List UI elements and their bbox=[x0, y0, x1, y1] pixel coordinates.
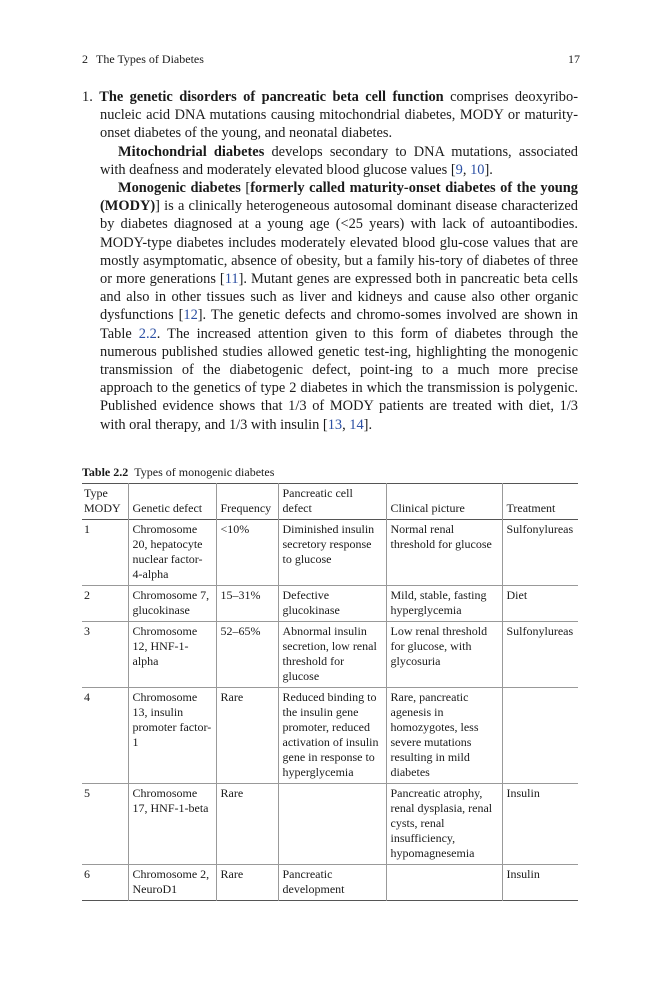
table-cell: Chromosome 20, hepatocyte nuclear factor-4-alpha bbox=[128, 520, 216, 586]
table-cell: Chromosome 17, HNF-1-beta bbox=[128, 784, 216, 865]
list-item-1 bbox=[82, 88, 578, 143]
table-cell: Defective glucokinase bbox=[278, 586, 386, 622]
body-text bbox=[82, 88, 578, 434]
table-row bbox=[82, 688, 578, 784]
table-reference-link[interactable]: 2.2 bbox=[138, 325, 157, 342]
bold-former-name: formerly called maturity-onset diabetes of the young (MODY) bbox=[100, 180, 579, 215]
table-caption bbox=[82, 465, 274, 480]
bold-lead: Monogenic diabetes bbox=[118, 180, 241, 197]
column-header: Treatment bbox=[502, 484, 578, 520]
table-cell bbox=[502, 688, 578, 784]
citation-link[interactable]: 10 bbox=[470, 161, 485, 178]
column-header: Frequency bbox=[216, 484, 278, 520]
paragraph-mitochondrial: Mitochondrial diabetes develops secondary to DNA mutations, associated with deafness and moderately elevated blood glucose values [9, 10]. bbox=[100, 143, 578, 178]
table-cell: 4 bbox=[84, 690, 90, 704]
table-header-row bbox=[82, 484, 578, 520]
table-cell: 6 bbox=[84, 867, 90, 881]
column-header: Type MODY bbox=[84, 486, 121, 515]
column-header: Clinical picture bbox=[386, 484, 502, 520]
table-cell: <10% bbox=[216, 520, 278, 586]
citation-link[interactable]: 12 bbox=[183, 307, 198, 324]
table-cell: 3 bbox=[84, 624, 90, 638]
table-cell: Rare, pancreatic agenesis in homozygotes, less severe mutations resulting in mild diabetes bbox=[386, 688, 502, 784]
table-row bbox=[82, 622, 578, 688]
paragraph-monogenic: Monogenic diabetes [formerly called maturity-onset diabetes of the young (MODY)] is a clinically heterogeneous autosomal dominant disease characterized by diabetes diagnosed at a young age (<25 years) with lack of autoantibodies. MODY-type diabetes includes moderately elevated blood glu-cose values that are mostly asymptomatic, absence of obesity, but a family his-tory of diabetes of three or more generations [11]. Mutant genes are expressed both in pancreatic beta cells and also in other tissues such as liver and kidneys and cause also other organic dysfunctions [12]. The genetic defects and chromo-somes involved are shown in Table 2.2. The increased attention given to this form of diabetes through the numerous published studies allowed genetic test-ing, highlighting the monogenic transmission of the diabetogenic defect, point-ing to a much more precise approach to the genetics of type 2 diabetes in which the transmission is polygenic. Published evidence shows that 1/3 of MODY patients are treated with diet, 1/3 with oral therapy, and 1/3 with insulin [13, 14]. bbox=[100, 180, 579, 433]
table-cell: Chromosome 2, NeuroD1 bbox=[128, 865, 216, 901]
table-cell: Insulin bbox=[502, 784, 578, 865]
table-cell: Rare bbox=[216, 865, 278, 901]
table-row bbox=[82, 520, 578, 586]
bold-lead: Mitochondrial diabetes bbox=[118, 143, 265, 160]
table-cell: 15–31% bbox=[216, 586, 278, 622]
table-cell: Diminished insulin secretory response to glucose bbox=[278, 520, 386, 586]
list-number: 1. bbox=[82, 89, 93, 105]
table-cell: Pancreatic atrophy, renal dysplasia, renal cysts, renal insufficiency, hypomagnesemia bbox=[386, 784, 502, 865]
table-cell: Rare bbox=[216, 688, 278, 784]
table-cell: Diet bbox=[502, 586, 578, 622]
citation-link[interactable]: 9 bbox=[455, 161, 463, 178]
table-cell: 52–65% bbox=[216, 622, 278, 688]
running-header bbox=[82, 52, 580, 67]
citation-link[interactable]: 13 bbox=[327, 416, 343, 433]
table-label: Table 2.2 bbox=[82, 465, 129, 479]
table-cell bbox=[278, 784, 386, 865]
column-header: Genetic defect bbox=[128, 484, 216, 520]
chapter-number: 2 bbox=[82, 52, 88, 66]
table-cell: Sulfonylureas bbox=[502, 520, 578, 586]
table-cell: Abnormal insulin secretion, low renal threshold for glucose bbox=[278, 622, 386, 688]
bold-lead: The genetic disorders of pancreatic beta cell function bbox=[99, 89, 444, 105]
table-row bbox=[82, 586, 578, 622]
table-cell: Low renal threshold for glucose, with glycosuria bbox=[386, 622, 502, 688]
column-header: Pancreatic cell defect bbox=[278, 484, 386, 520]
table-row bbox=[82, 784, 578, 865]
page-number: 17 bbox=[568, 52, 580, 66]
table-cell: Pancreatic development bbox=[278, 865, 386, 901]
table-cell: Chromosome 7, glucokinase bbox=[128, 586, 216, 622]
citation-link[interactable]: 11 bbox=[224, 271, 239, 288]
table-cell: Normal renal threshold for glucose bbox=[386, 520, 502, 586]
table-cell: Chromosome 13, insulin promoter factor-1 bbox=[128, 688, 216, 784]
table-cell: 2 bbox=[84, 588, 90, 602]
table-cell: Insulin bbox=[502, 865, 578, 901]
table-cell: Reduced binding to the insulin gene promoter, reduced activation of insulin gene in response to hyperglycemia bbox=[278, 688, 386, 784]
mody-table bbox=[82, 483, 578, 901]
paragraph-text: comprises deoxyribo-nucleic acid DNA mutations causing mitochondrial diabetes, MODY or maturity-onset diabetes of the young, and neonatal diabetes. bbox=[100, 89, 578, 142]
citation-link[interactable]: 14 bbox=[349, 416, 364, 433]
table-title: Types of monogenic diabetes bbox=[134, 465, 275, 479]
table-cell: Mild, stable, fasting hyperglycemia bbox=[386, 586, 502, 622]
chapter-title: The Types of Diabetes bbox=[96, 52, 204, 66]
table-cell: Rare bbox=[216, 784, 278, 865]
table-cell: 1 bbox=[84, 522, 90, 536]
table-cell: Sulfonylureas bbox=[502, 622, 578, 688]
table-cell bbox=[386, 865, 502, 901]
table-row bbox=[82, 865, 578, 901]
table-cell: Chromosome 12, HNF-1-alpha bbox=[128, 622, 216, 688]
table-cell: 5 bbox=[84, 786, 90, 800]
